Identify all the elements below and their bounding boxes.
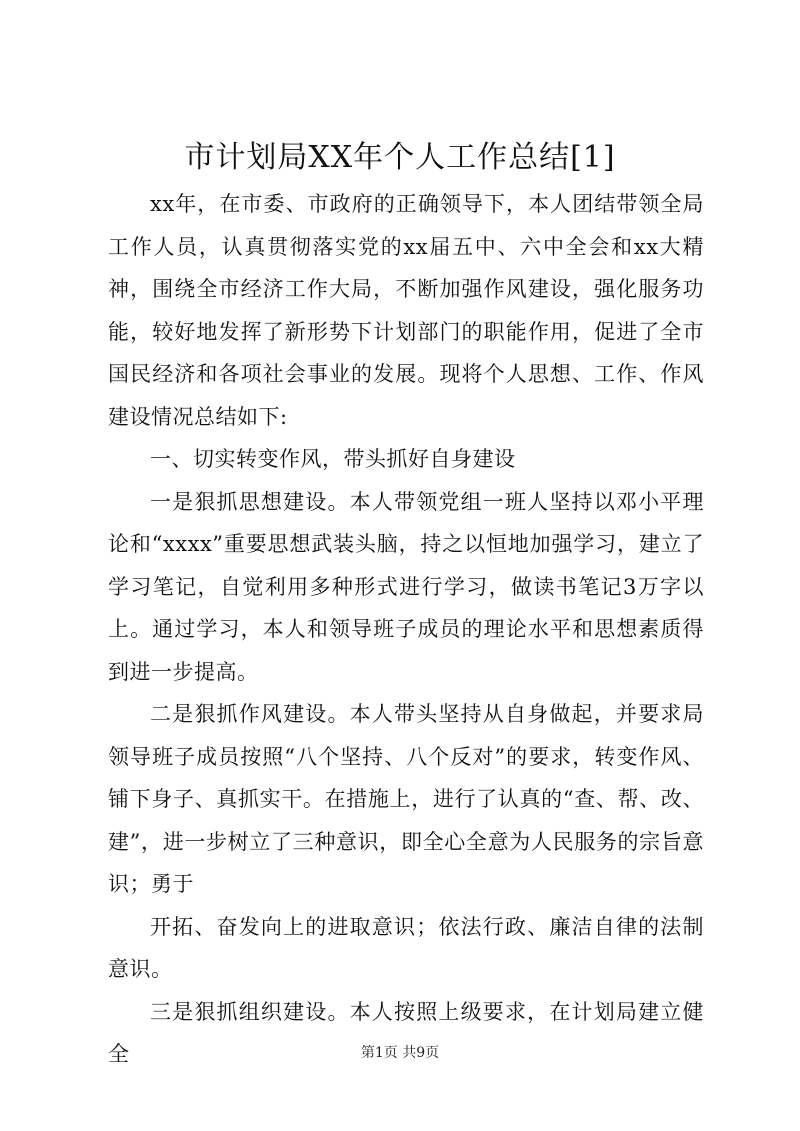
- page-footer: 第1页 共9页: [360, 1045, 440, 1061]
- paragraph-thought-building: 一是狠抓思想建设。本人带领党组一班人坚持以邓小平理论和“xxxx”重要思想武装头脑，持之以恒地加强学习，建立了学习笔记，自觉利用多种形式进行学习，做读书笔记3万字以上。通过学习，本人和领导班子成员的理论水平和思想素质得到进一步提高。: [108, 489, 704, 684]
- document-title: 市计划局XX年个人工作总结[1]: [184, 140, 616, 175]
- paragraph-style-building: 二是狠抓作风建设。本人带头坚持从自身做起，并要求局领导班子成员按照“八个坚持、八个反对”的要求，转变作风、铺下身子、真抓实干。在措施上，进行了认真的“查、帮、改、建”，进一步树立了三种意识，即全心全意为人民服务的宗旨意识；勇于: [108, 702, 704, 896]
- section-heading-1: 一、切实转变作风，带头抓好自身建设: [150, 447, 516, 471]
- paragraph-continuation: 开拓、奋发向上的进取意识；依法行政、廉洁自律的法制意识。: [108, 914, 704, 981]
- document-body: [108, 183, 704, 1076]
- paragraph-intro: xx年，在市委、市政府的正确领导下，本人团结带领全局工作人员，认真贯彻落实党的xx届五中、六中全会和xx大精神，围绕全市经济工作大局，不断加强作风建设，强化服务功能，较好地发挥了新形势下计划部门的职能作用，促进了全市国民经济和各项社会事业的发展。现将个人思想、工作、作风建设情况总结如下:: [108, 192, 704, 429]
- paragraph-organization-building: 三是狠抓组织建设。本人按照上级要求，在计划局建立健全: [108, 999, 704, 1066]
